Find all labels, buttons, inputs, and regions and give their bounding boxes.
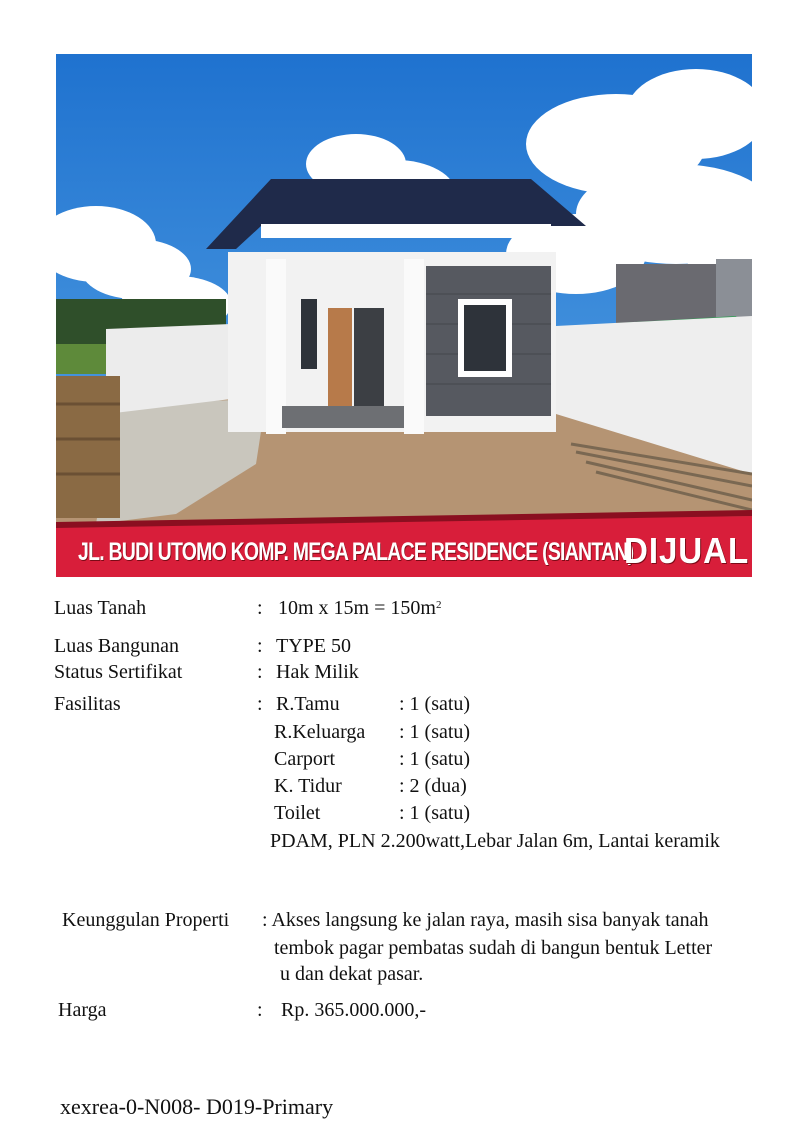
colon: : [257,597,263,619]
side-window [301,299,317,369]
colon: : [257,999,263,1021]
porch-floor [282,406,404,428]
spec-label: Fasilitas [54,693,121,715]
banner-address: JL. BUDI UTOMO KOMP. MEGA PALACE RESIDENCE (SIANTAN) [78,538,634,566]
property-photo [56,54,752,577]
door-opening [354,308,384,406]
porch-column [404,259,424,434]
facility-name: Toilet [274,802,321,824]
facility-name: R.Tamu [276,693,340,715]
spec-label: Luas Bangunan [54,635,179,657]
house-illustration [56,54,752,577]
facility-value: : 2 (dua) [399,775,467,797]
keunggulan-line: tembok pagar pembatas sudah di bangun bentuk Letter [274,937,713,959]
spec-label: Keunggulan Properti [62,909,230,931]
keunggulan-line: u dan dekat pasar. [280,963,424,985]
listing-code: xexrea-0-N008- D019-Primary [60,1094,334,1119]
fence-wall-left [106,324,231,414]
spec-value: Hak Milik [276,661,359,683]
facility-name: R.Keluarga [274,721,366,743]
colon: : [257,635,263,657]
spec-value [278,596,441,620]
luas-tanah-value: 10m x 15m = 150m [278,597,436,619]
colon: : [257,661,263,683]
neighbor-building [616,264,726,324]
spec-value: TYPE 50 [276,635,351,657]
front-door [328,308,352,406]
window-glass [464,305,506,371]
spec-label: Status Sertifikat [54,661,183,683]
facility-name: K. Tidur [274,775,342,797]
facility-value: : 1 (satu) [399,748,471,770]
facility-extra: PDAM, PLN 2.200watt,Lebar Jalan 6m, Lantai keramik [270,830,720,852]
facility-name: Carport [274,748,336,770]
banner-dijual: DIJUAL [624,530,750,571]
price-value: Rp. 365.000.000,- [281,999,426,1021]
colon: : [257,693,263,715]
spec-label: Harga [58,999,107,1021]
neighbor-building [716,259,752,319]
facility-value: : 1 (satu) [399,693,471,715]
facility-value: : 1 (satu) [399,802,471,824]
facility-value: : 1 (satu) [399,721,471,743]
wood-crate [56,376,120,518]
spec-label: Luas Tanah [54,597,147,619]
area-unit-sup: 2 [435,599,442,611]
roof-fascia [261,224,551,238]
keunggulan-line: : Akses langsung ke jalan raya, masih sisa banyak tanah [262,909,709,931]
